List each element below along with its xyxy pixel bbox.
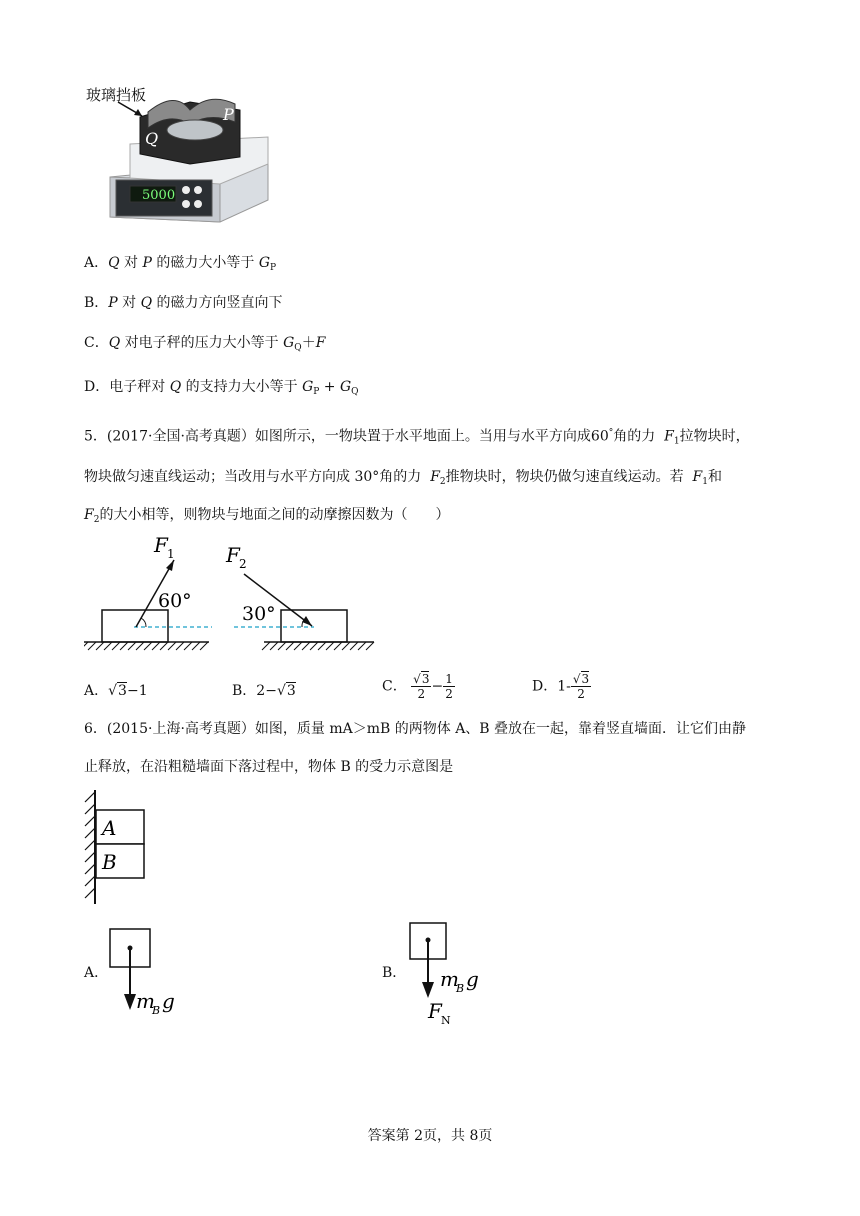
q5-f1-label: F xyxy=(154,533,168,557)
q5-angle-30: 30° xyxy=(242,603,276,625)
q6-option-b-letter: B． xyxy=(382,965,407,981)
q4-option-c: C．Q 对电子秤的压力大小等于 $G_Q+F$ xyxy=(84,335,326,353)
glass-plate-label: 玻璃挡板 xyxy=(86,86,147,104)
q6-wall-figure xyxy=(80,786,170,910)
scale-display-text: 5000 xyxy=(142,188,176,203)
q6-b-force-sub: N xyxy=(441,1014,451,1027)
q5-line-3: $F_2$的大小相等，则物块与地面之间的动摩擦因数为（ ） xyxy=(84,507,450,525)
q5-f2-label: F xyxy=(226,543,240,567)
q5-option-c: C． $\frac{√3}{2}$ − $\frac{1}{2}$ xyxy=(382,672,453,701)
q5-line-2: 物块做匀速直线运动；当改用与水平方向成 30°角的力 $F_2$推物块时，物块仍做匀速直线运动。若 $F_1$和 xyxy=(84,469,722,487)
scale-letter-q: Q xyxy=(145,129,159,148)
q5-f1-sub: 1 xyxy=(167,547,175,561)
q4-option-b: B．P 对 Q 的磁力方向竖直向下 xyxy=(84,295,283,311)
q6-option-a-figure xyxy=(108,926,198,1018)
q5-block-figure xyxy=(84,532,434,657)
q5-option-b: B．2−√3 xyxy=(232,683,296,699)
q6-b-mass-m: m xyxy=(440,967,459,991)
q6-block-b-label: B xyxy=(102,850,117,874)
q6-line-2: 止释放，在沿粗糙墙面下落过程中，物体 B 的受力示意图是 xyxy=(84,759,454,775)
scale-letter-p: P xyxy=(223,105,234,124)
q6-a-mass-g: g xyxy=(162,989,175,1013)
q5-option-a: A．√3−1 xyxy=(84,683,148,699)
q6-option-a-letter: A． xyxy=(84,965,109,981)
q6-a-mass-sub: B xyxy=(152,1004,161,1017)
page-footer: 答案第 2页，共 8页 xyxy=(367,1128,493,1144)
q6-b-force-f: F xyxy=(428,999,442,1023)
q6-option-b-figure xyxy=(406,920,496,1032)
q5-right-diagram xyxy=(225,543,374,650)
q5-angle-60: 60° xyxy=(158,590,192,612)
q6-b-mass-g: g xyxy=(466,967,479,991)
q6-b-mass-sub: B xyxy=(456,982,465,995)
q5-option-d: D．1- $\frac{√3}{2}$ xyxy=(532,672,590,701)
q4-option-a: A．Q 对 P 的磁力大小等于 $G_P$ xyxy=(84,255,277,273)
q4-option-d: D．电子秤对 Q 的支持力大小等于 $G_P + G_Q$ xyxy=(84,379,359,397)
q6-a-mass-m: m xyxy=(136,989,155,1013)
q5-f2-sub: 2 xyxy=(239,557,247,571)
q5-line-1: 5．(2017·全国·高考真题）如图所示，一物块置于水平地面上。当用与水平方向成60°角的力 $F_1$拉物块时， xyxy=(84,428,750,447)
q6-block-a-label: A xyxy=(102,816,117,840)
q5-left-diagram xyxy=(84,533,212,650)
q6-line-1: 6．(2015·上海·高考真题）如图，质量 mA＞mB 的两物体 A、B 叠放在一起，靠着竖直墙面．让它们由静 xyxy=(84,721,747,737)
